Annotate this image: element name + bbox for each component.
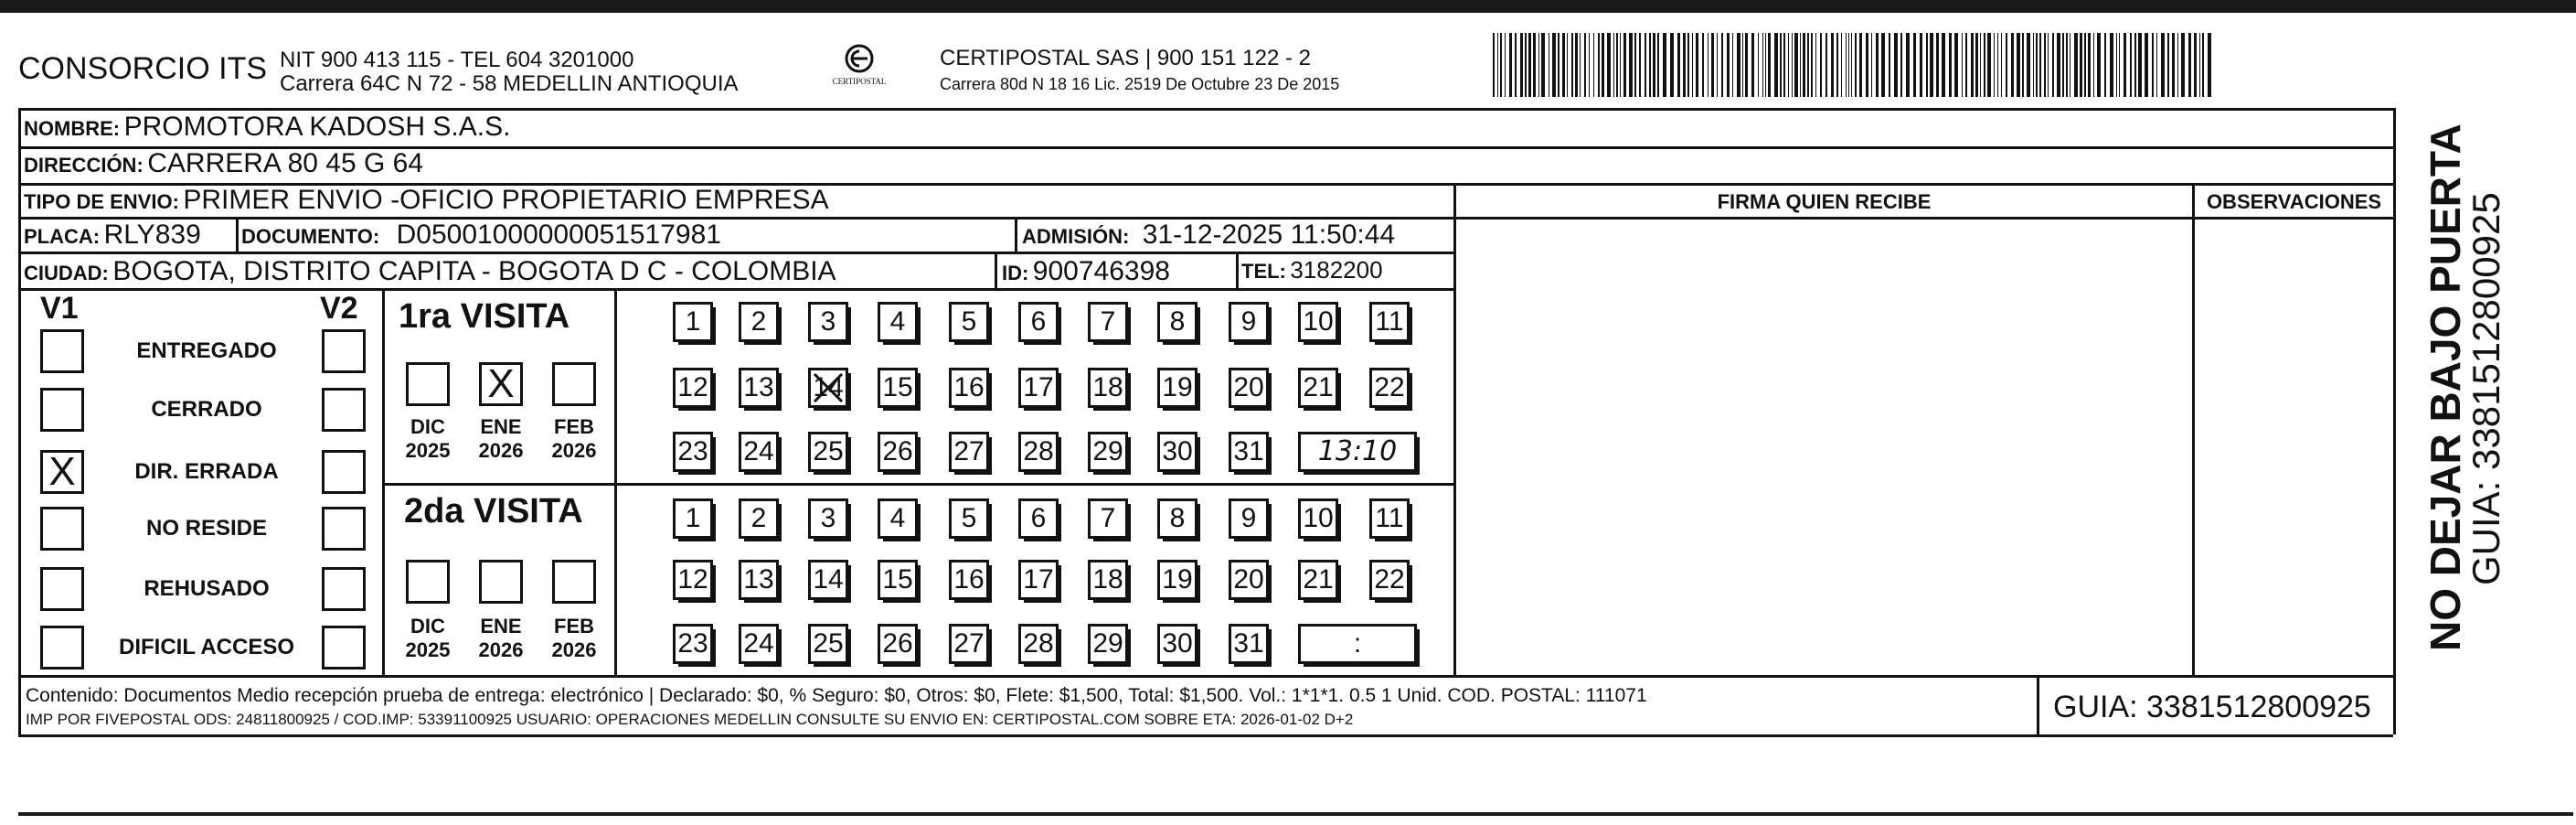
day-cell[interactable]: 2 (739, 302, 779, 342)
day-number: 14 (813, 372, 844, 402)
month-year: 2025 (405, 638, 451, 661)
admision-field (1022, 220, 1395, 251)
month-name: ENE (480, 415, 522, 438)
status-label: CERRADO (151, 397, 262, 422)
day-cell-crossed[interactable] (808, 368, 848, 408)
firma-column-header: FIRMA QUIEN RECIBE (1717, 190, 1932, 213)
day-cell[interactable]: 30 (1157, 624, 1198, 664)
month-label (396, 615, 460, 662)
day-cell[interactable]: 3 (808, 498, 848, 539)
direccion-field (24, 148, 423, 179)
company-name: CONSORCIO ITS (18, 51, 268, 86)
month-label (396, 415, 460, 463)
second-visit-time[interactable]: : (1298, 624, 1417, 664)
day-cell[interactable]: 31 (1229, 624, 1269, 664)
month-name: DIC (410, 415, 445, 438)
footer-line1: Contenido: Documentos Medio recepción prueba de entrega: electrónico | Declarado: $0, % Seguro: $0, Otros: $0, Flete: $1,500, Total: $1,500. Vol.: 1*1*1. 0.5 1 Unid. COD. POSTAL: 111071 (26, 685, 1647, 706)
bottom-border (18, 812, 2573, 816)
status-label: DIFICIL ACCESO (118, 635, 294, 659)
day-cell[interactable]: 3 (808, 302, 848, 342)
nombre-value: PROMOTORA KADOSH S.A.S. (123, 112, 511, 142)
day-cell[interactable]: 16 (949, 560, 989, 600)
v1-checkbox[interactable] (40, 388, 84, 432)
tel-value: 3182200 (1290, 256, 1383, 284)
ciudad-field (24, 256, 836, 287)
certipostal-line2: Carrera 80d N 18 16 Lic. 2519 De Octubre 23 De 2015 (940, 75, 1340, 93)
day-cell[interactable]: 5 (949, 302, 989, 342)
month-year: 2026 (551, 439, 597, 462)
day-cell[interactable]: 7 (1088, 498, 1128, 539)
v2-checkbox[interactable] (322, 507, 366, 551)
day-cell[interactable]: 21 (1298, 368, 1338, 408)
month-name: FEB (554, 615, 594, 638)
no-dejar-bajo-puerta: NO DEJAR BAJO PUERTA (2422, 123, 2469, 651)
day-cell[interactable]: 13 (739, 368, 779, 408)
day-cell[interactable]: 16 (949, 368, 989, 408)
day-cell[interactable]: 6 (1018, 302, 1059, 342)
day-cell[interactable]: 27 (949, 432, 989, 472)
day-cell[interactable]: 20 (1229, 368, 1269, 408)
day-cell[interactable]: 15 (878, 560, 918, 600)
v2-checkbox[interactable] (322, 567, 366, 611)
nombre-field (24, 112, 510, 143)
day-cell[interactable]: 6 (1018, 498, 1059, 539)
day-cell[interactable]: 10 (1298, 302, 1338, 342)
footer-guia: GUIA: 3381512800925 (2053, 690, 2371, 724)
v1-label: V1 (40, 291, 79, 326)
day-cell[interactable]: 27 (949, 624, 989, 664)
status-label: REHUSADO (144, 576, 270, 601)
v1-checkbox[interactable] (40, 507, 84, 551)
day-cell[interactable]: 2 (739, 498, 779, 539)
direccion-label: DIRECCIÓN: (24, 154, 144, 177)
day-cell[interactable]: 28 (1018, 432, 1059, 472)
month-checkbox[interactable] (552, 560, 596, 604)
day-cell[interactable]: 11 (1369, 302, 1410, 342)
month-checkbox[interactable] (406, 560, 450, 604)
documento-label: DOCUMENTO: (241, 225, 380, 248)
day-cell[interactable]: 21 (1298, 560, 1338, 600)
admision-label: ADMISIÓN: (1022, 225, 1130, 248)
day-cell[interactable]: 29 (1088, 624, 1128, 664)
placa-label: PLACA: (24, 225, 101, 248)
v2-checkbox[interactable] (322, 329, 366, 373)
day-cell[interactable]: 26 (878, 624, 918, 664)
top-border (0, 0, 2576, 13)
day-cell[interactable]: 12 (673, 560, 713, 600)
direccion-value: CARRERA 80 45 G 64 (147, 148, 424, 178)
day-cell[interactable]: 7 (1088, 302, 1128, 342)
month-label (469, 415, 533, 463)
v1-checkbox[interactable]: X (40, 450, 84, 494)
tipo-envio-field (24, 185, 829, 216)
day-cell[interactable]: 11 (1369, 498, 1410, 539)
day-cell[interactable]: 9 (1229, 498, 1269, 539)
first-visit-title: 1ra VISITA (399, 297, 570, 336)
footer-line2: IMP POR FIVEPOSTAL ODS: 24811800925 / COD.IMP: 53391100925 USUARIO: OPERACIONES MEDELLIN CONSULTE SU ENVIO EN: CERTIPOSTAL.COM SOBRE ETA: 2026-01-02 D+2 (26, 711, 1354, 728)
day-cell[interactable]: 31 (1229, 432, 1269, 472)
day-cell[interactable]: 24 (739, 624, 779, 664)
id-field (1002, 256, 1170, 287)
day-cell[interactable]: 25 (808, 624, 848, 664)
v1-checkbox[interactable] (40, 567, 84, 611)
tel-field (1241, 256, 1383, 284)
day-cell[interactable]: 23 (673, 432, 713, 472)
day-cell[interactable]: 18 (1088, 368, 1128, 408)
day-cell[interactable]: 8 (1157, 302, 1198, 342)
placa-field (24, 220, 201, 251)
month-name: ENE (480, 615, 522, 638)
observaciones-column-header: OBSERVACIONES (2206, 190, 2382, 213)
company-address: Carrera 64C N 72 - 58 MEDELLIN ANTIOQUIA (280, 71, 739, 96)
ciudad-label: CIUDAD: (24, 262, 109, 284)
tipo-envio-label: TIPO DE ENVIO: (24, 190, 179, 213)
day-cell[interactable]: 26 (878, 432, 918, 472)
id-value: 900746398 (1032, 256, 1170, 286)
day-cell[interactable]: 1 (673, 498, 713, 539)
day-cell[interactable]: 14 (808, 560, 848, 600)
tel-label: TEL: (1241, 260, 1286, 283)
side-guia: GUIA: 3381512800925 (2464, 192, 2507, 585)
day-cell[interactable]: 18 (1088, 560, 1128, 600)
month-checkbox[interactable] (552, 362, 596, 406)
day-cell[interactable]: 17 (1018, 368, 1059, 408)
logo-text: CERTIPOSTAL (832, 77, 887, 86)
day-cell[interactable]: 12 (673, 368, 713, 408)
status-label: DIR. ERRADA (134, 459, 279, 484)
first-visit-time[interactable]: 13:10 (1298, 432, 1417, 472)
day-cell[interactable]: 24 (739, 432, 779, 472)
v2-checkbox[interactable] (322, 626, 366, 670)
second-visit-title: 2da VISITA (404, 492, 583, 530)
id-label: ID: (1002, 262, 1029, 284)
day-cell[interactable]: 4 (878, 498, 918, 539)
day-cell[interactable]: 22 (1369, 368, 1410, 408)
day-cell[interactable]: 10 (1298, 498, 1338, 539)
day-cell[interactable]: 25 (808, 432, 848, 472)
placa-value: RLY839 (103, 220, 201, 250)
day-cell[interactable]: 4 (878, 302, 918, 342)
v1-checkbox[interactable] (40, 626, 84, 670)
day-cell[interactable]: 13 (739, 560, 779, 600)
certipostal-logo (821, 42, 898, 93)
month-year: 2025 (405, 439, 451, 462)
day-cell[interactable]: 19 (1157, 560, 1198, 600)
month-year: 2026 (478, 439, 524, 462)
month-label (469, 615, 533, 662)
month-label (542, 615, 606, 662)
month-checkbox[interactable]: X (479, 362, 523, 406)
day-cell[interactable]: 5 (949, 498, 989, 539)
day-cell[interactable]: 23 (673, 624, 713, 664)
barcode (1493, 33, 2215, 97)
day-cell[interactable]: 9 (1229, 302, 1269, 342)
day-cell[interactable]: 19 (1157, 368, 1198, 408)
status-label: ENTREGADO (136, 338, 277, 363)
day-cell[interactable]: 1 (673, 302, 713, 342)
day-cell[interactable]: 17 (1018, 560, 1059, 600)
v2-checkbox[interactable] (322, 388, 366, 432)
v1-checkbox[interactable] (40, 329, 84, 373)
v2-label: V2 (320, 291, 358, 326)
day-cell[interactable]: 20 (1229, 560, 1269, 600)
month-name: FEB (554, 415, 594, 438)
admision-value: 31-12-2025 11:50:44 (1142, 220, 1396, 250)
day-cell[interactable]: 30 (1157, 432, 1198, 472)
day-cell[interactable]: 28 (1018, 624, 1059, 664)
month-checkbox[interactable] (406, 362, 450, 406)
day-cell[interactable]: 15 (878, 368, 918, 408)
month-year: 2026 (478, 638, 524, 661)
month-year: 2026 (551, 638, 597, 661)
certipostal-line1: CERTIPOSTAL SAS | 900 151 122 - 2 (940, 46, 1311, 70)
status-label: NO RESIDE (145, 516, 268, 541)
ciudad-value: BOGOTA, DISTRITO CAPITA - BOGOTA D C - COLOMBIA (112, 256, 836, 286)
company-nit-tel: NIT 900 413 115 - TEL 604 3201000 (280, 48, 634, 72)
month-label (542, 415, 606, 463)
documento-field (241, 220, 721, 251)
tipo-envio-value: PRIMER ENVIO -OFICIO PROPIETARIO EMPRESA (183, 185, 829, 215)
documento-value: D05001000000051517981 (396, 220, 721, 250)
day-cell[interactable]: 22 (1369, 560, 1410, 600)
month-checkbox[interactable] (479, 560, 523, 604)
day-cell[interactable]: 8 (1157, 498, 1198, 539)
month-name: DIC (410, 615, 445, 638)
nombre-label: NOMBRE: (24, 117, 121, 140)
v2-checkbox[interactable] (322, 450, 366, 494)
day-cell[interactable]: 29 (1088, 432, 1128, 472)
